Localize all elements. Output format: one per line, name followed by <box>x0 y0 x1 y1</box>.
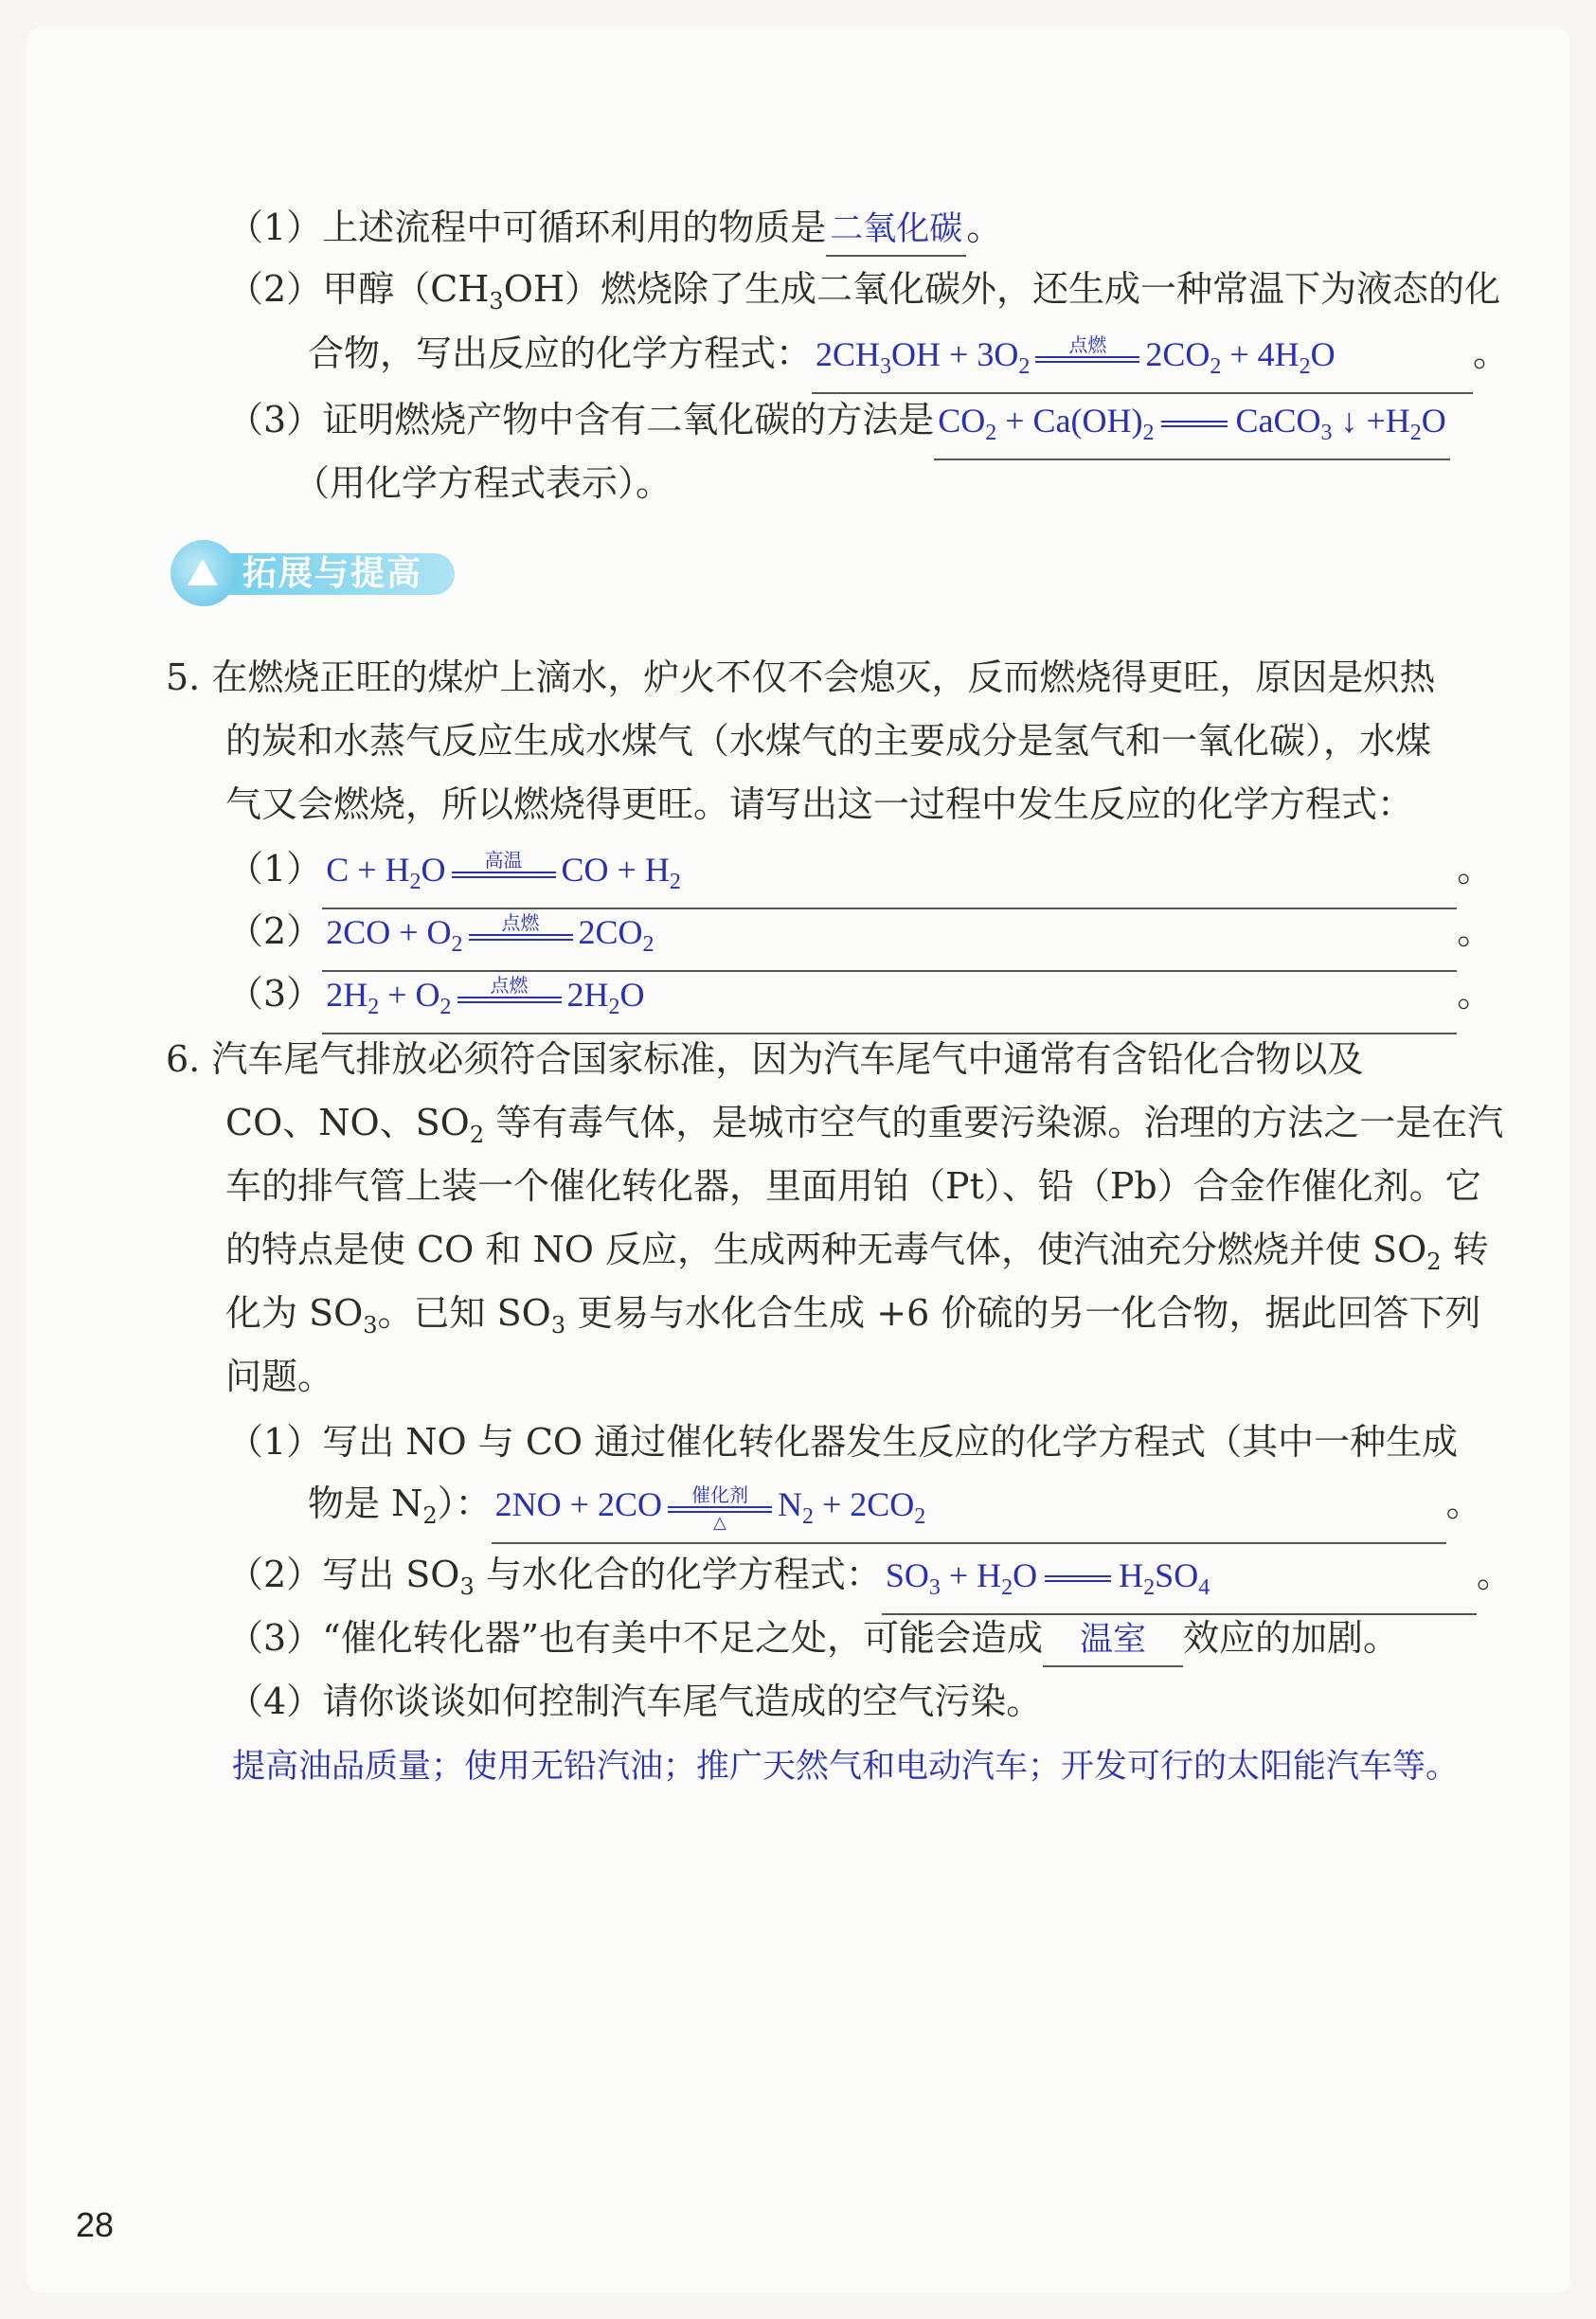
reaction-condition: 点燃 <box>469 911 573 960</box>
prev-part-3: （3）证明燃烧产物中含有二氧化碳的方法是 $CO_2 + Ca(OH)_2$ CaCO$_3$ ↓ $+H_2O$ <box>227 396 1450 460</box>
reaction-condition: 点燃 <box>457 974 562 1022</box>
q6-part-1-eq: 物是 $N_2$）： 2NO + 2CO 催化剂 △ $N_2 + 2CO_2$ 。 <box>308 1480 1482 1544</box>
q6-part-3: （3）“催化转化器”也有美中不足之处，可能会造成 温室 效应的加剧。 <box>227 1614 1399 1667</box>
q5-answer-3: （3） $2H_2 + O_2$ 点燃 $2H_2O$ 。 <box>227 970 1493 1034</box>
section-badge <box>170 540 455 606</box>
q6-stem-line-5: 化为 $SO_3$。已知 $SO_3$ 更易与水化合生成 +6 价硫的另一化合物，据此回答下列 <box>225 1292 1481 1339</box>
q5-answer-2: （2） $2CO + O_2$ 点燃 $2CO_2$ 。 <box>227 908 1493 972</box>
prev-part-2-eq: 合物，写出反应的化学方程式： $2CH_3OH + 3O_2$ 点燃 $2CO_2 + 4H_2O$ 。 <box>308 330 1509 394</box>
triangle-icon <box>188 559 218 585</box>
q5-stem-line-2: 的炭和水蒸气反应生成水煤气（水煤气的主要成分是氢气和一氧化碳），水煤 <box>225 720 1432 762</box>
equation-answer: $CO_2 + Ca(OH)_2$ CaCO$_3$ ↓ $+H_2O$ <box>934 397 1450 460</box>
equation-answer: 2NO + 2CO 催化剂 △ $N_2 + 2CO_2$ <box>492 1481 1446 1544</box>
reaction-condition: 点燃 <box>1035 333 1139 382</box>
page-number: 28 <box>76 2205 115 2244</box>
q6-stem-line-3: 车的排气管上装一个催化转化器，里面用铂（Pt）、铅（Pb）合金作催化剂。它 <box>225 1165 1481 1207</box>
equation-answer: $2H_2 + O_2$ 点燃 $2H_2O$ <box>322 971 1457 1034</box>
prev-part-1: （1）上述流程中可循环利用的物质是 二氧化碳 。 <box>227 204 1002 257</box>
q6-stem-line-1: 6. 汽车尾气排放必须符合国家标准，因为汽车尾气中通常有含铅化合物以及 <box>166 1038 1364 1080</box>
equation-answer: $2CO + O_2$ 点燃 $2CO_2$ <box>322 908 1457 972</box>
reaction-condition: 催化剂 △ <box>668 1483 772 1532</box>
reaction-condition: 高温 <box>452 849 556 897</box>
q6-stem-line-2: CO、NO、$SO_2$ 等有毒气体，是城市空气的重要污染源。治理的方法之一是在汽 <box>225 1102 1504 1148</box>
equation-answer: $C + H_2O$ 高温 CO + $H_2$ <box>322 846 1457 909</box>
answer-blank: 二氧化碳 <box>826 206 966 257</box>
q6-stem-line-4: 的特点是使 CO 和 NO 反应，生成两种无毒气体，使汽油充分燃烧并使 $SO_2$ 转 <box>225 1229 1489 1275</box>
section-title: 拓展与提高 <box>242 554 423 593</box>
q6-part-4-answer: 提高油品质量；使用无铅汽油；推广天然气和电动汽车；开发可行的太阳能汽车等。 <box>232 1748 1460 1786</box>
q6-stem-line-6: 问题。 <box>225 1356 334 1397</box>
prev-part-3-note: （用化学方程式表示）。 <box>294 462 672 504</box>
q6-part-1: （1）写出 NO 与 CO 通过催化转化器发生反应的化学方程式（其中一种生成 <box>227 1421 1459 1463</box>
prev-part-2: （2）甲醇$(CH_3OH)$燃烧除了生成二氧化碳外，还生成一种常温下为液态的化 <box>227 268 1500 315</box>
q5-stem-line-1: 5. 在燃烧正旺的煤炉上滴水，炉火不仅不会熄灭，反而燃烧得更旺，原因是炽热 <box>166 656 1436 698</box>
q6-part-2: （2）写出 $SO_3$ 与水化合的化学方程式： $SO_3 + H_2O$ $H_2SO_4$ 。 <box>227 1551 1513 1615</box>
equation-answer: $2CH_3OH + 3O_2$ 点燃 $2CO_2 + 4H_2O$ <box>812 331 1473 394</box>
answer-blank: 温室 <box>1043 1616 1183 1667</box>
q5-stem-line-3: 气又会燃烧，所以燃烧得更旺。请写出这一过程中发生反应的化学方程式： <box>225 783 1414 825</box>
q6-part-4: （4）请你谈谈如何控制汽车尾气造成的空气污染。 <box>227 1681 1043 1722</box>
equation-answer: $SO_3 + H_2O$ $H_2SO_4$ <box>882 1552 1477 1615</box>
q5-answer-1: （1） $C + H_2O$ 高温 CO + $H_2$ 。 <box>227 845 1493 909</box>
